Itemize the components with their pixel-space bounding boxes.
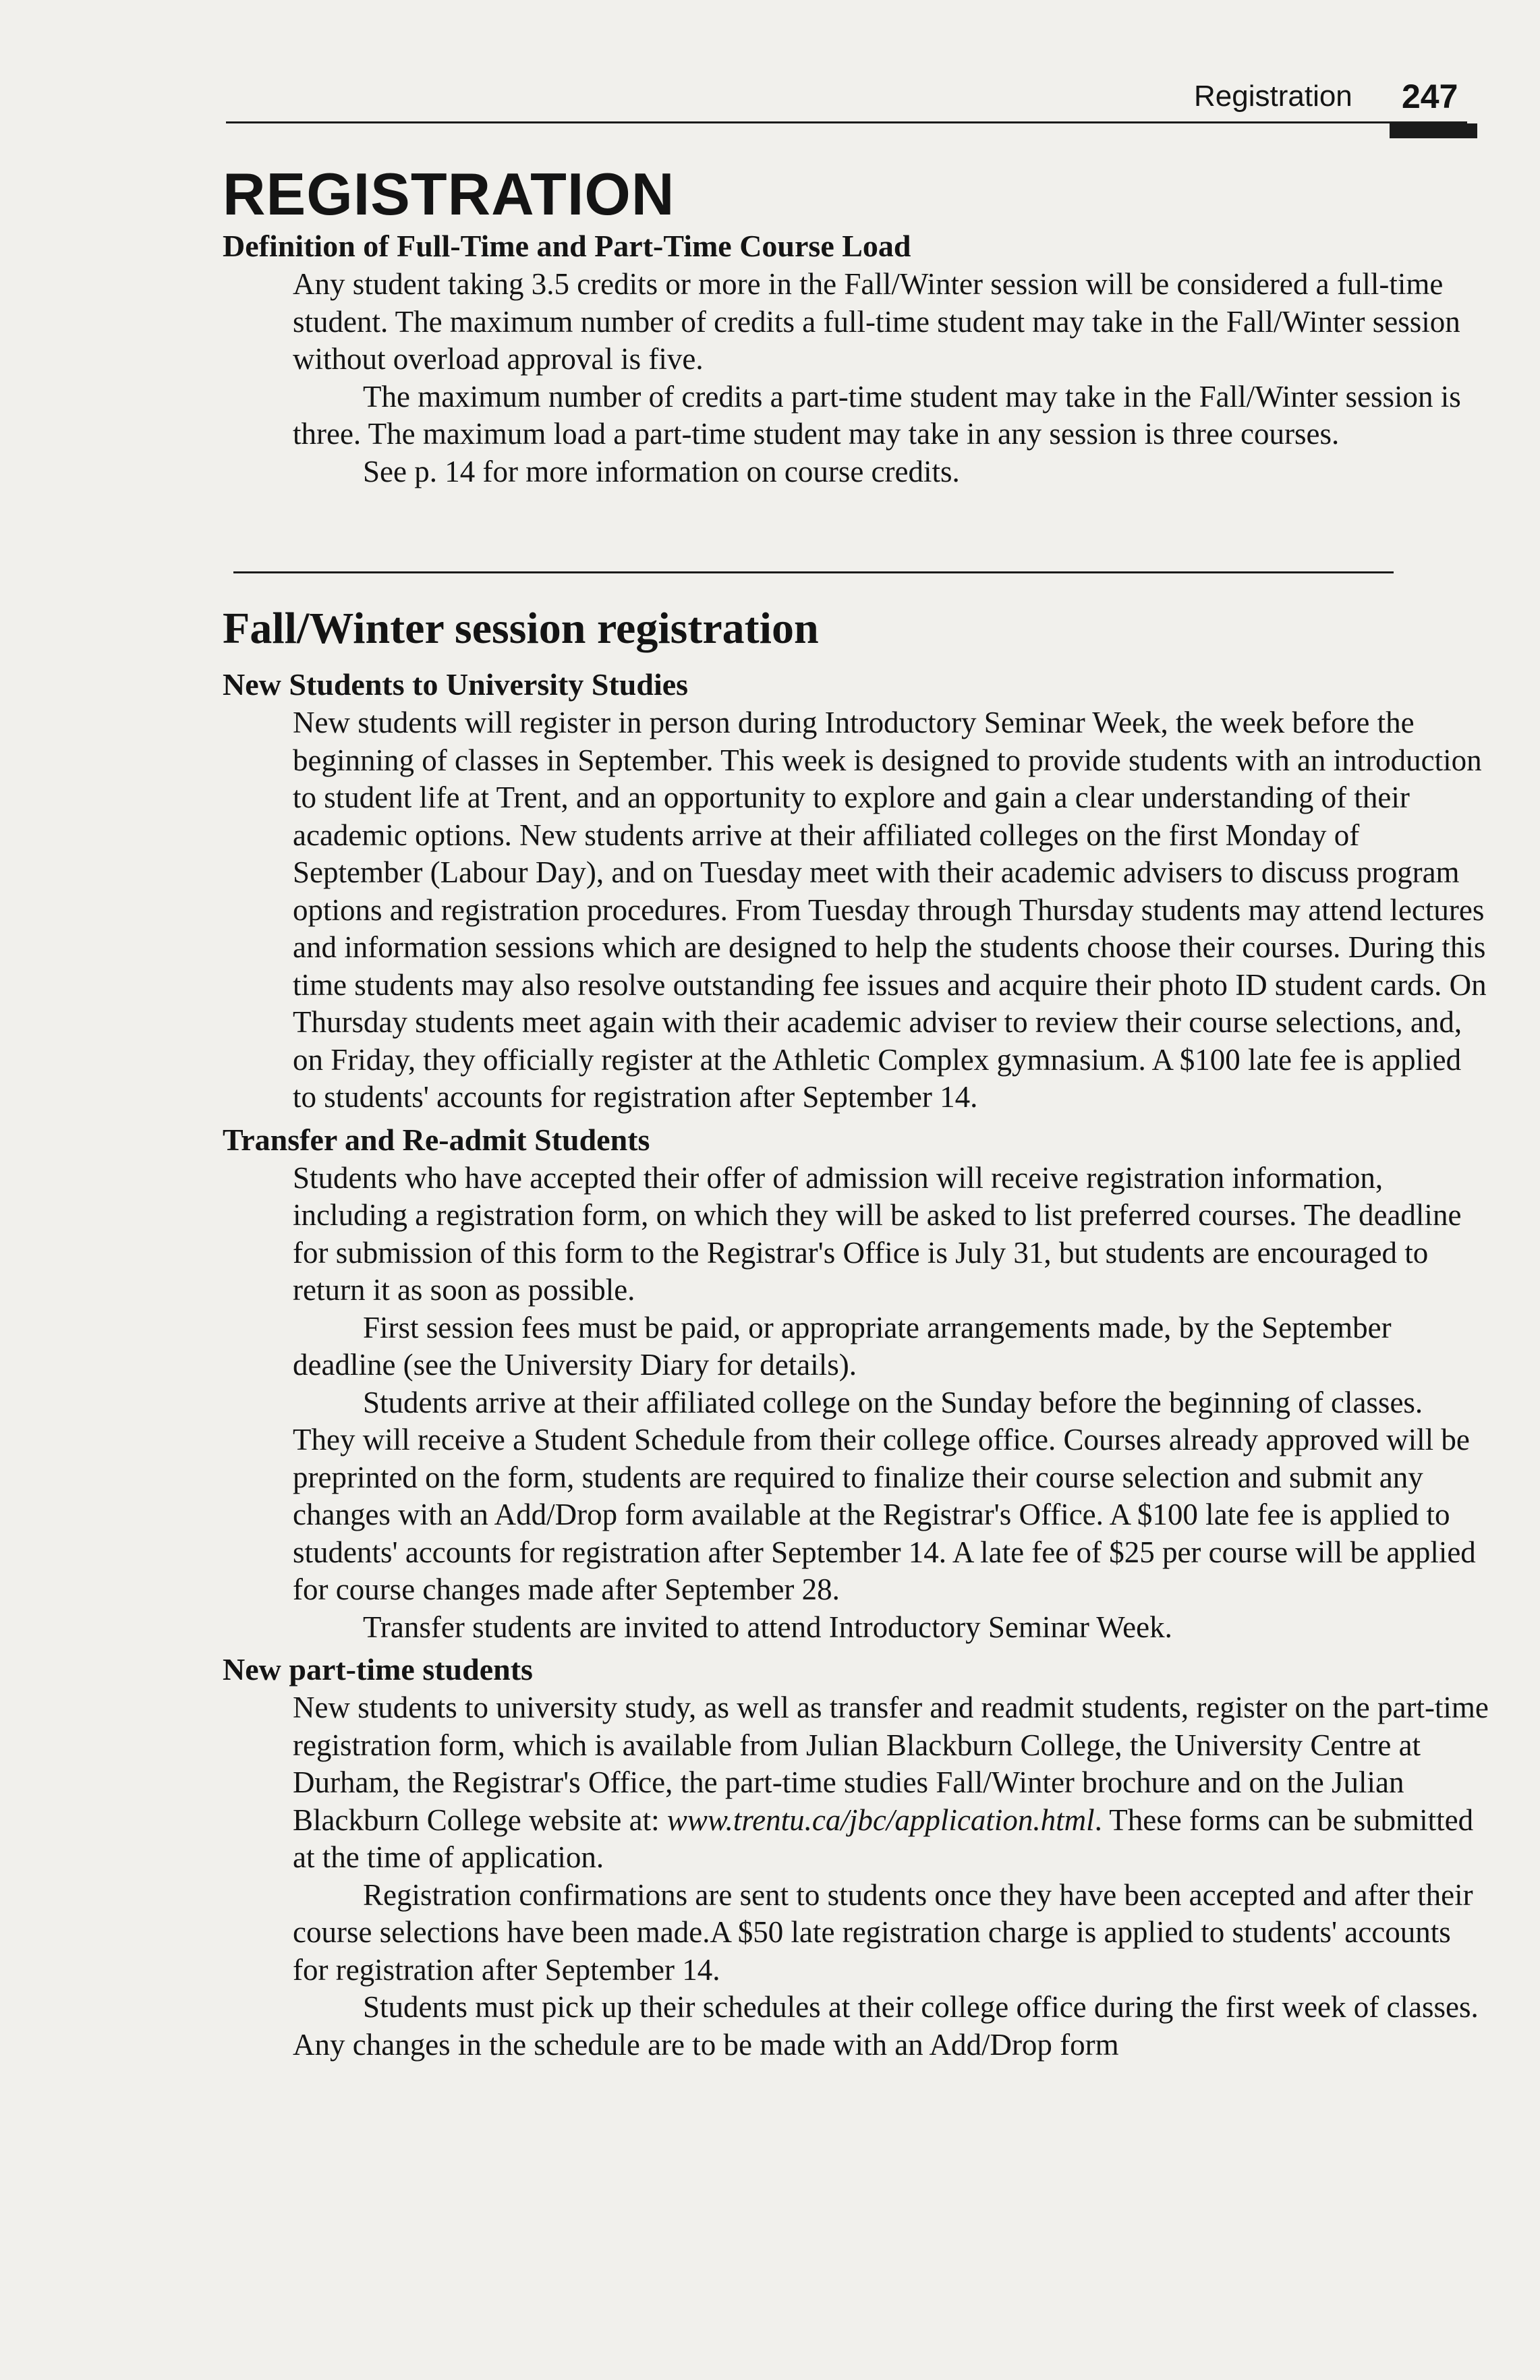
section-divider: [233, 571, 1394, 573]
part-time-paragraph-2: Registration confirmations are sent to students once they have been accepted and after their course selections have been made.A $50 late registration charge is applied to students' accounts for registration after September 14.: [293, 1877, 1473, 1987]
running-header-section: Registration: [1194, 80, 1352, 113]
new-students-paragraph-1: New students will register in person during Introductory Seminar Week, the week before the beginning of classes in September. This week is designed to provide students with an introduction to student life at Trent, and an opportunity to explore and gain a clear understanding of their academic options. New students arrive at their affiliated colleges on the first Monday of September (Labour Day), and on Tuesday meet with their academic advisers to discuss program options and registration procedures. From Tuesday through Thursday students may attend lectures and information sessions which are designed to help the students choose their courses. During this time students may also resolve outstanding fee issues and acquire their photo ID student cards. On Thursday students meet again with their academic adviser to review their course selections, and, on Friday, they officially register at the Athletic Complex gymnasium. A $100 late fee is applied to students' accounts for registration after September 14.: [293, 706, 1487, 1114]
fall-winter-section: [223, 602, 1491, 2064]
new-students-body: [293, 704, 1491, 1116]
part-time-heading: New part-time students: [223, 1652, 533, 1687]
page-number: 247: [1402, 78, 1458, 115]
fall-winter-title: Fall/Winter session registration: [223, 604, 819, 653]
definition-section: [223, 227, 1491, 490]
part-time-paragraph-1-tail: . These forms can be submitted at the time of application.: [293, 1803, 1474, 1874]
part-time-paragraph-1-text: New students to university study, as well as transfer and readmit students, register on the part-time registration form, which is available from Julian Blackburn College, the University Centre at Durham, the Registrar's Office, the part-time studies Fall/Winter brochure and on the Julian Blackburn College website at:: [293, 1691, 1489, 1837]
part-time-body: [293, 1689, 1491, 2064]
definition-heading: Definition of Full-Time and Part-Time Course Load: [223, 229, 911, 263]
header-rule: [226, 121, 1467, 123]
part-time-paragraph-1: [293, 1689, 1491, 1877]
new-students-heading: New Students to University Studies: [223, 667, 689, 702]
definition-paragraph-2: The maximum number of credits a part-time student may take in the Fall/Winter session is three. The maximum load a part-time student may take in any session is three courses.: [293, 379, 1461, 451]
transfer-paragraph-1: Students who have accepted their offer of admission will receive registration information, including a registration form, on which they will be asked to list preferred courses. The deadline for submission of this form to the Registrar's Office is July 31, but students are encouraged to return it as soon as possible.: [293, 1160, 1462, 1307]
transfer-heading: Transfer and Re-admit Students: [223, 1122, 650, 1157]
transfer-paragraph-3: Students arrive at their affiliated college on the Sunday before the beginning of classes. They will receive a Student Schedule from their college office. Courses already approved will be preprinted on the form, students are required to finalize their course selection and submit any changes with an Add/Drop form available at the Registrar's Office. A $100 late fee is applied to students' accounts for registration after September 14. A late fee of $25 per course will be applied for course changes made after September 28.: [293, 1385, 1476, 1606]
page-title: REGISTRATION: [223, 161, 675, 227]
transfer-paragraph-4: Transfer students are invited to attend Introductory Seminar Week.: [363, 1610, 1172, 1644]
running-header: [1187, 73, 1477, 120]
main-content: [223, 162, 1491, 2064]
transfer-paragraph-2: First session fees must be paid, or appropriate arrangements made, by the September deadline (see the University Diary for details).: [293, 1310, 1392, 1382]
jbc-application-link[interactable]: www.trentu.ca/jbc/application.html: [666, 1803, 1095, 1837]
header-tab-marker: [1390, 123, 1477, 138]
definition-paragraph-1: Any student taking 3.5 credits or more in the Fall/Winter session will be considered a full-time student. The maximum number of credits a full-time student may take in the Fall/Winter session without overload approval is five.: [293, 267, 1460, 376]
definition-paragraph-3: See p. 14 for more information on course credits.: [363, 454, 960, 488]
definition-body: [293, 266, 1491, 490]
part-time-paragraph-3: Students must pick up their schedules at their college office during the first week of classes. Any changes in the schedule are to be made with an Add/Drop form: [293, 1990, 1479, 2062]
transfer-body: [293, 1160, 1491, 1647]
